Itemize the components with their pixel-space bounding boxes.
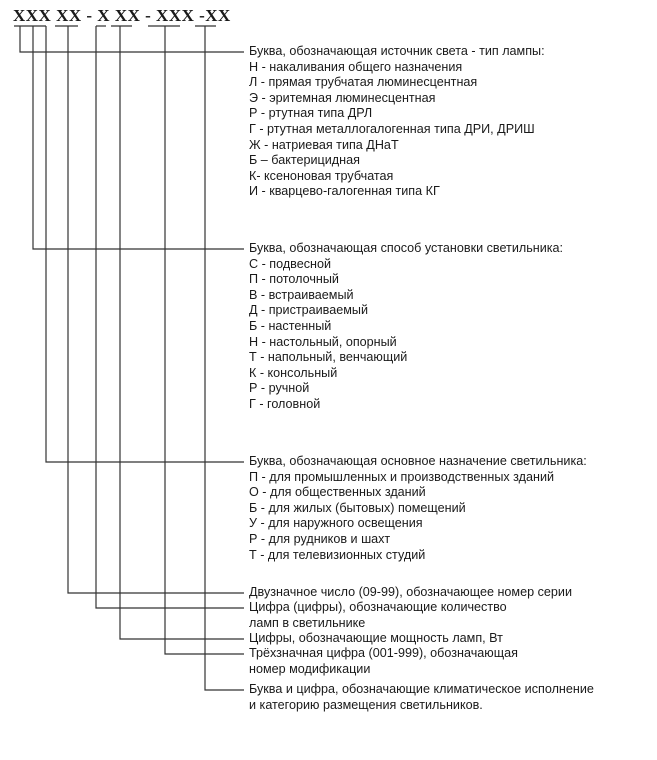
group-title: Буква, обозначающая основное назначение светильника: <box>249 454 587 468</box>
field-text: Трёхзначная цифра (001-999), обозначающая <box>249 646 518 660</box>
list-item: Э - эритемная люминесцентная <box>249 90 436 105</box>
leader-purpose <box>46 26 244 462</box>
list-item: Р - для рудников и шахт <box>249 531 391 546</box>
leader-lamp-count <box>96 26 244 608</box>
list-item: Д - пристраиваемый <box>249 303 368 318</box>
list-item: В - встраиваемый <box>249 287 354 302</box>
mounting-block <box>249 241 563 413</box>
list-item: И - кварцево-галогенная типа КГ <box>249 184 440 199</box>
field-text: Цифры, обозначающие мощность ламп, Вт <box>249 631 503 645</box>
list-item: К- ксеноновая трубчатая <box>249 168 394 183</box>
field-text: Буква и цифра, обозначающие климатическое исполнение <box>249 682 594 696</box>
leader-light-source <box>20 26 244 52</box>
light-source-block <box>249 44 545 200</box>
list-item: Л - прямая трубчатая люминесцентная <box>249 75 478 90</box>
designation-code: XXX XX - X XX - XXX -XX <box>13 6 231 25</box>
list-item: Ж - натриевая типа ДНаТ <box>249 137 399 152</box>
list-item: Т - напольный, венчающий <box>249 350 408 365</box>
power-field <box>249 631 503 647</box>
list-item: С - подвесной <box>249 256 332 271</box>
list-item: Н - накаливания общего назначения <box>249 59 463 74</box>
modification-field <box>249 646 518 677</box>
list-item: Б – бактерицидная <box>249 153 360 168</box>
group-title: Буква, обозначающая способ установки светильника: <box>249 241 564 255</box>
list-item: Б - для жилых (бытовых) помещений <box>249 500 466 515</box>
list-item: Г - головной <box>249 396 321 411</box>
field-text: ламп в светильнике <box>249 615 366 630</box>
leader-climate <box>205 26 244 690</box>
list-item: Г - ртутная металлогалогенная типа ДРИ, ДРИШ <box>249 121 535 136</box>
purpose-block <box>249 454 587 563</box>
group-title: Буква, обозначающая источник света - тип лампы: <box>249 44 545 58</box>
field-text: Двузначное число (09-99), обозначающее номер серии <box>249 585 572 599</box>
list-item: О - для общественных зданий <box>249 485 426 500</box>
field-text: и категорию размещения светильников. <box>249 697 483 712</box>
list-item: Н - настольный, опорный <box>249 334 397 349</box>
field-text: Цифра (цифры), обозначающие количество <box>249 600 507 614</box>
list-item: У - для наружного освещения <box>249 516 423 531</box>
list-item: П - для промышленных и производственных зданий <box>249 469 555 484</box>
list-item: П - потолочный <box>249 272 339 287</box>
series-field <box>249 585 572 601</box>
list-item: Т - для телевизионных студий <box>249 547 426 562</box>
leader-mounting <box>33 26 244 249</box>
list-item: К - консольный <box>249 365 338 380</box>
list-item: Р - ртутная типа ДРЛ <box>249 106 373 121</box>
list-item: Б - настенный <box>249 318 332 333</box>
leader-series <box>68 26 244 593</box>
lamp-count-field <box>249 600 507 631</box>
list-item: Р - ручной <box>249 381 310 396</box>
climate-field <box>249 682 594 713</box>
leader-power <box>120 26 244 639</box>
field-text: номер модификации <box>249 661 371 676</box>
